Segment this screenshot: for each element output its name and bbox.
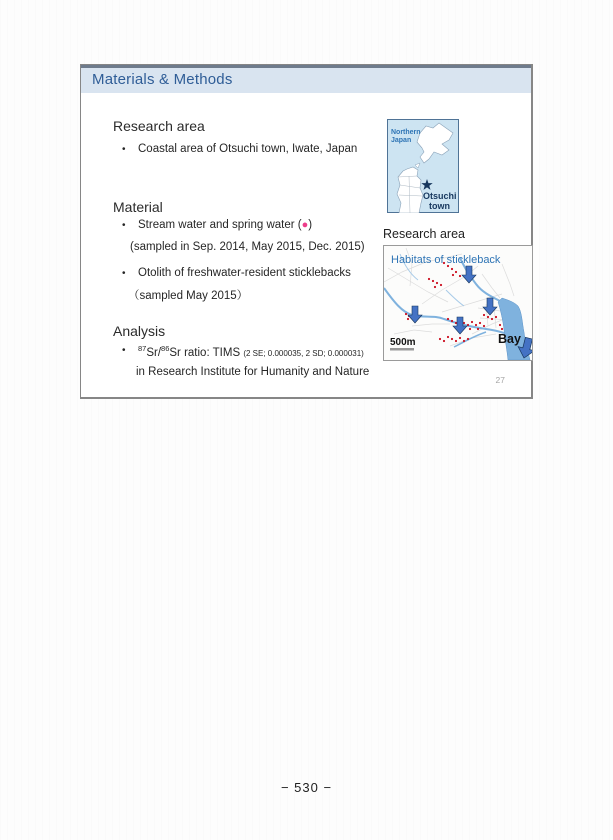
analysis-bullet: [122, 344, 364, 359]
japan-map-svg: [387, 119, 459, 213]
research-area-bullet-text: Coastal area of Otsuchi town, Iwate, Japan: [138, 143, 358, 155]
slide-title: Materials & Methods: [92, 71, 233, 88]
material-bullet-2-line2: （sampled May 2015）: [128, 290, 249, 302]
otsuchi-town-label: Otsuchi: [423, 191, 457, 201]
japan-locator-map: [387, 119, 459, 213]
material-bullet-1-line2: (sampled in Sep. 2014, May 2015, Dec. 2015): [130, 241, 365, 253]
material-heading: Material: [113, 199, 163, 215]
habitat-map-svg: [384, 246, 532, 360]
bullet-icon: •: [122, 144, 126, 155]
analysis-bullet-line2: in Research Institute for Humanity and Nature: [136, 366, 370, 378]
bullet-icon: •: [122, 268, 126, 279]
slide-page-number: 27: [495, 375, 505, 385]
habitat-map-title: Habitats of stickleback: [391, 254, 501, 266]
analysis-heading: Analysis: [113, 323, 166, 339]
presentation-slide: [80, 64, 533, 399]
material-bullet-2: [122, 267, 351, 279]
research-area-bullet: [122, 143, 357, 155]
research-area-caption: Research area: [383, 227, 465, 241]
slide-title-bar: [81, 65, 531, 93]
svg-text:Japan: Japan: [391, 137, 412, 144]
document-page-number: − 530 −: [280, 780, 333, 795]
material-bullet-1: [122, 219, 312, 231]
analysis-precision-detail: (2 SE; 0.000035, 2 SD; 0.000031): [243, 349, 364, 358]
material-bullet-2-text: Otolith of freshwater-resident sticklebacks: [138, 267, 351, 279]
scale-bar: [390, 348, 414, 351]
scale-label: 500m: [390, 337, 416, 348]
bullet-icon: •: [122, 220, 126, 231]
bay-label: Bay: [498, 332, 521, 346]
bullet-icon: •: [122, 345, 126, 356]
research-area-heading: Research area: [113, 118, 205, 134]
pink-sample-dot-icon: ●: [301, 219, 309, 231]
northern-japan-label: Northern: [391, 129, 421, 136]
stickleback-habitat-map: [383, 245, 533, 361]
svg-text:town: town: [429, 201, 450, 211]
analysis-bullet-text: $^{87}$Sr/$^{86}$Sr ratio: TIMS (2 SE; 0.000035, 2 SD; 0.000031): [138, 344, 364, 359]
material-bullet-1-text: Stream water and spring water (●): [138, 219, 313, 231]
